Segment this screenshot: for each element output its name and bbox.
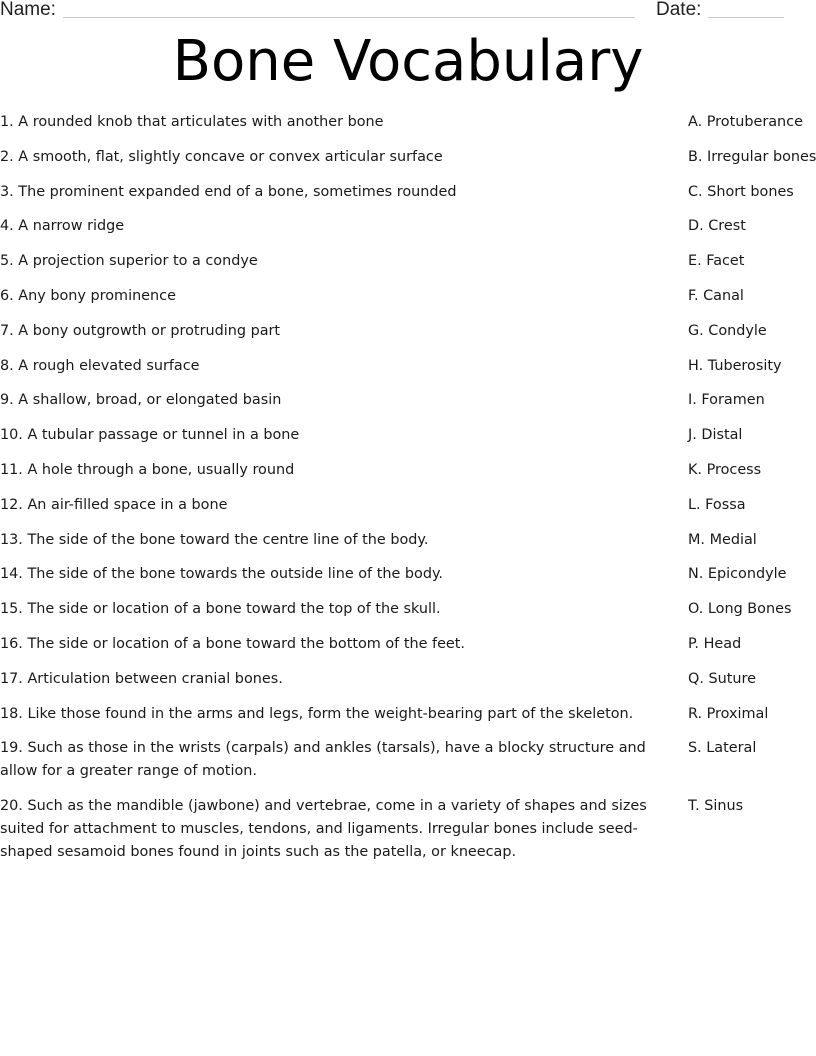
clue-item: 1. A rounded knob that articulates with another bone [0, 114, 384, 130]
answer-item: B. Irregular bones [688, 149, 816, 165]
answer-item: J. Distal [688, 427, 743, 443]
answer-item: F. Canal [688, 288, 744, 304]
answer-item: Q. Suture [688, 671, 756, 687]
answer-item: C. Short bones [688, 184, 794, 200]
page-title: Bone Vocabulary [172, 29, 644, 94]
clue-item: 12. An air-filled space in a bone [0, 496, 228, 513]
clue-item: 8. A rough elevated surface [0, 357, 200, 374]
answer-item: T. Sinus [688, 798, 744, 814]
name-label: Name: [0, 0, 56, 20]
clue-item: 11. A hole through a bone, usually round [0, 461, 295, 478]
clue-item: 15. The side or location of a bone toward the top of the skull. [0, 601, 441, 618]
answer-item: O. Long Bones [688, 601, 792, 617]
header-row [0, 0, 816, 24]
answer-item: H. Tuberosity [688, 358, 782, 374]
clue-item: 13. The side of the bone toward the centre line of the body. [0, 531, 429, 548]
answer-item: D. Crest [688, 218, 746, 234]
answer-item: M. Medial [688, 532, 757, 548]
clue-item: 17. Articulation between cranial bones. [0, 670, 283, 687]
answer-item: P. Head [688, 636, 742, 652]
clue-item: 18. Like those found in the arms and legs, form the weight-bearing part of the skeleton. [0, 705, 634, 722]
clue-item: 14. The side of the bone towards the outside line of the body. [0, 566, 443, 583]
clue-item: 6. Any bony prominence [0, 287, 176, 304]
clue-item: 16. The side or location of a bone toward the bottom of the feet. [0, 635, 465, 652]
answer-item: A. Protuberance [688, 114, 803, 130]
clue-list [0, 111, 650, 876]
date-field-line[interactable] [708, 17, 784, 18]
clue-item: 10. A tubular passage or tunnel in a bone [0, 427, 300, 444]
answer-item: N. Epicondyle [688, 566, 787, 582]
clue-item: 3. The prominent expanded end of a bone, sometimes rounded [0, 183, 457, 200]
date-label: Date: [656, 0, 702, 20]
answer-item: L. Fossa [688, 497, 746, 513]
clue-item: 9. A shallow, broad, or elongated basin [0, 392, 282, 409]
answer-item: S. Lateral [688, 740, 757, 756]
clue-item: 4. A narrow ridge [0, 218, 125, 235]
clue-item: 20. Such as the mandible (jawbone) and vertebrae, come in a variety of shapes and sizes suited for attachment to muscles, tendons, and ligaments. Irregular bones include seed-shaped sesamoid bones found in joints such as the patella, or kneecap. [0, 798, 647, 861]
clue-item: 2. A smooth, flat, slightly concave or convex articular surface [0, 148, 443, 165]
name-field-line[interactable] [63, 17, 635, 18]
answer-item: I. Foramen [688, 392, 765, 408]
answer-item: K. Process [688, 462, 762, 478]
clue-item: 19. Such as those in the wrists (carpals) and ankles (tarsals), have a blocky structure and allow for a greater range of motion. [0, 740, 646, 780]
answer-item: R. Proximal [688, 706, 769, 722]
clue-item: 7. A bony outgrowth or protruding part [0, 322, 281, 339]
answer-item: G. Condyle [688, 323, 767, 339]
answer-item: E. Facet [688, 253, 745, 269]
clue-item: 5. A projection superior to a condye [0, 253, 258, 270]
